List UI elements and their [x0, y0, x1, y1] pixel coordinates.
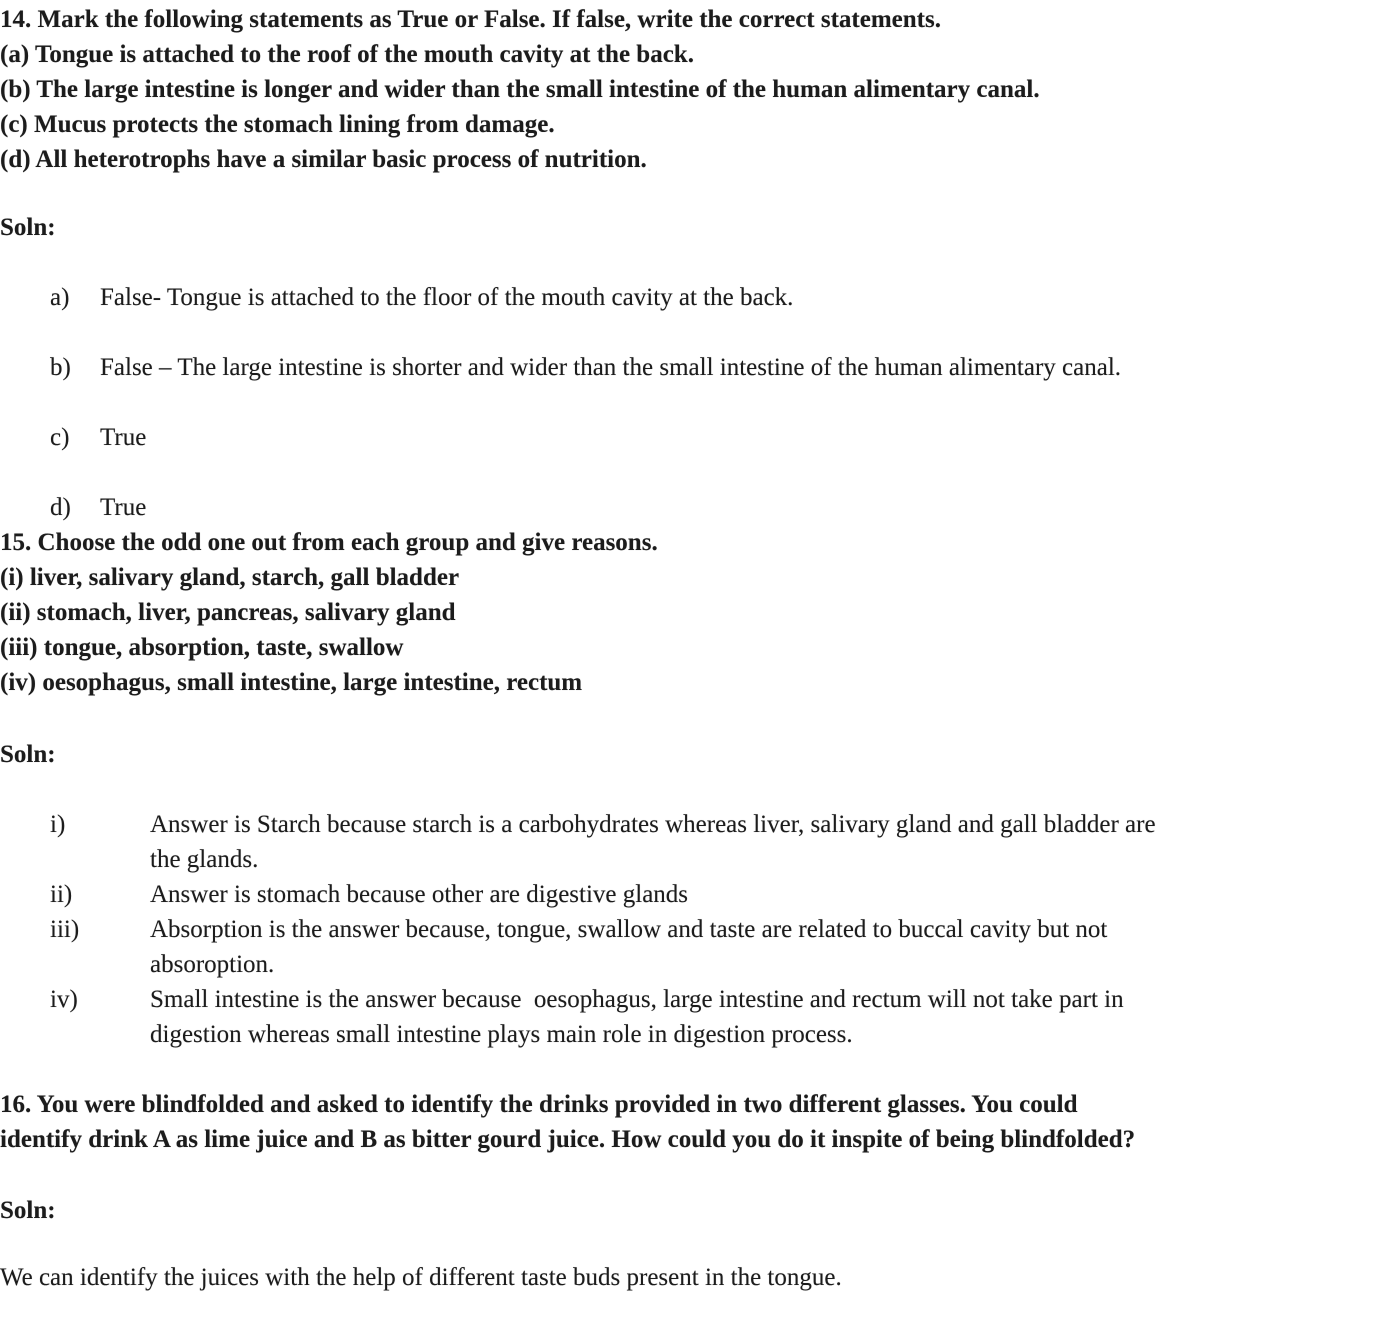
- soln-label-q15: Soln:: [0, 741, 56, 768]
- q15-answer-iv-line-1: Small intestine is the answer because oesophagus, large intestine and rectum will not take part in: [150, 986, 1124, 1013]
- q14-answer-list: [0, 280, 1389, 525]
- soln-label-q14: Soln:: [0, 214, 56, 241]
- q15-answer-iii-marker: iii): [50, 916, 80, 943]
- q14-answer-b: [0, 350, 1389, 385]
- q15-answer-iii-line-1: Absorption is the answer because, tongue, swallow and taste are related to buccal cavity but not: [150, 916, 1108, 943]
- q15-answer-iii-text: [150, 912, 1389, 982]
- q15-answer-iv-line-2: digestion whereas small intestine plays main role in digestion process.: [150, 1021, 853, 1048]
- q14-answer-a-marker: a): [50, 284, 70, 311]
- q14-answer-c-text: [100, 420, 1389, 455]
- q15-answer-i-line-2: the glands.: [150, 846, 259, 873]
- question-16-heading-line-1: 16. You were blindfolded and asked to identify the drinks provided in two different glasses. You could: [0, 1091, 1078, 1118]
- q15-answer-ii-line-1: Answer is stomach because other are digestive glands: [150, 881, 689, 908]
- q15-answer-iii: [0, 912, 1389, 982]
- question-15-group-ii: (ii) stomach, liver, pancreas, salivary gland: [0, 599, 456, 626]
- q14-answer-a-line-1: False- Tongue is attached to the floor of the mouth cavity at the back.: [100, 284, 794, 311]
- q14-answer-c-line-1: True: [100, 424, 147, 451]
- question-15-group-i: (i) liver, salivary gland, starch, gall bladder: [0, 564, 460, 591]
- q14-answer-b-text: [100, 350, 1389, 385]
- question-15-group-iii: (iii) tongue, absorption, taste, swallow: [0, 634, 404, 661]
- q15-answer-iv: [0, 982, 1389, 1052]
- question-14-statement-d: (d) All heterotrophs have a similar basic process of nutrition.: [0, 146, 647, 173]
- q15-answer-list: [0, 807, 1389, 1052]
- q15-answer-ii-text: [150, 877, 1389, 912]
- q15-answer-iii-line-2: absoroption.: [150, 951, 275, 978]
- soln-label-q16: Soln:: [0, 1197, 56, 1224]
- q14-answer-d-marker: d): [50, 494, 71, 521]
- q15-answer-iv-text: [150, 982, 1389, 1052]
- question-14-statement-a: (a) Tongue is attached to the roof of the mouth cavity at the back.: [0, 41, 694, 68]
- q14-answer-d: [0, 490, 1389, 525]
- q15-answer-iv-marker: iv): [50, 986, 78, 1013]
- question-15-heading: 15. Choose the odd one out from each group and give reasons.: [0, 529, 658, 556]
- question-16-block: [0, 1087, 1389, 1157]
- q14-answer-d-line-1: True: [100, 494, 147, 521]
- question-16-heading-line-2: identify drink A as lime juice and B as bitter gourd juice. How could you do it inspite of being blindfolded?: [0, 1126, 1136, 1153]
- q15-answer-ii-marker: ii): [50, 881, 73, 908]
- q14-answer-c: [0, 420, 1389, 455]
- question-15-group-iv: (iv) oesophagus, small intestine, large intestine, rectum: [0, 669, 583, 696]
- question-15-block: [0, 525, 1389, 700]
- q14-answer-b-line-1: False – The large intestine is shorter and wider than the small intestine of the human alimentary canal.: [100, 354, 1122, 381]
- q15-answer-i: [0, 807, 1389, 877]
- q14-answer-a-text: [100, 280, 1389, 315]
- q15-answer-i-marker: i): [50, 811, 66, 838]
- question-14-statement-c: (c) Mucus protects the stomach lining from damage.: [0, 111, 555, 138]
- q14-answer-d-text: [100, 490, 1389, 525]
- q14-answer-b-marker: b): [50, 354, 71, 381]
- q14-answer-a: [0, 280, 1389, 315]
- q14-answer-c-marker: c): [50, 424, 70, 451]
- question-14-heading: 14. Mark the following statements as True or False. If false, write the correct statements.: [0, 6, 941, 33]
- question-14-block: [0, 2, 1389, 177]
- q15-answer-i-text: [150, 807, 1389, 877]
- q15-answer-i-line-1: Answer is Starch because starch is a carbohydrates whereas liver, salivary gland and gall bladder are: [150, 811, 1156, 838]
- q16-answer: We can identify the juices with the help of different taste buds present in the tongue.: [0, 1264, 842, 1291]
- q15-answer-ii: [0, 877, 1389, 912]
- question-14-statement-b: (b) The large intestine is longer and wider than the small intestine of the human alimentary canal.: [0, 76, 1040, 103]
